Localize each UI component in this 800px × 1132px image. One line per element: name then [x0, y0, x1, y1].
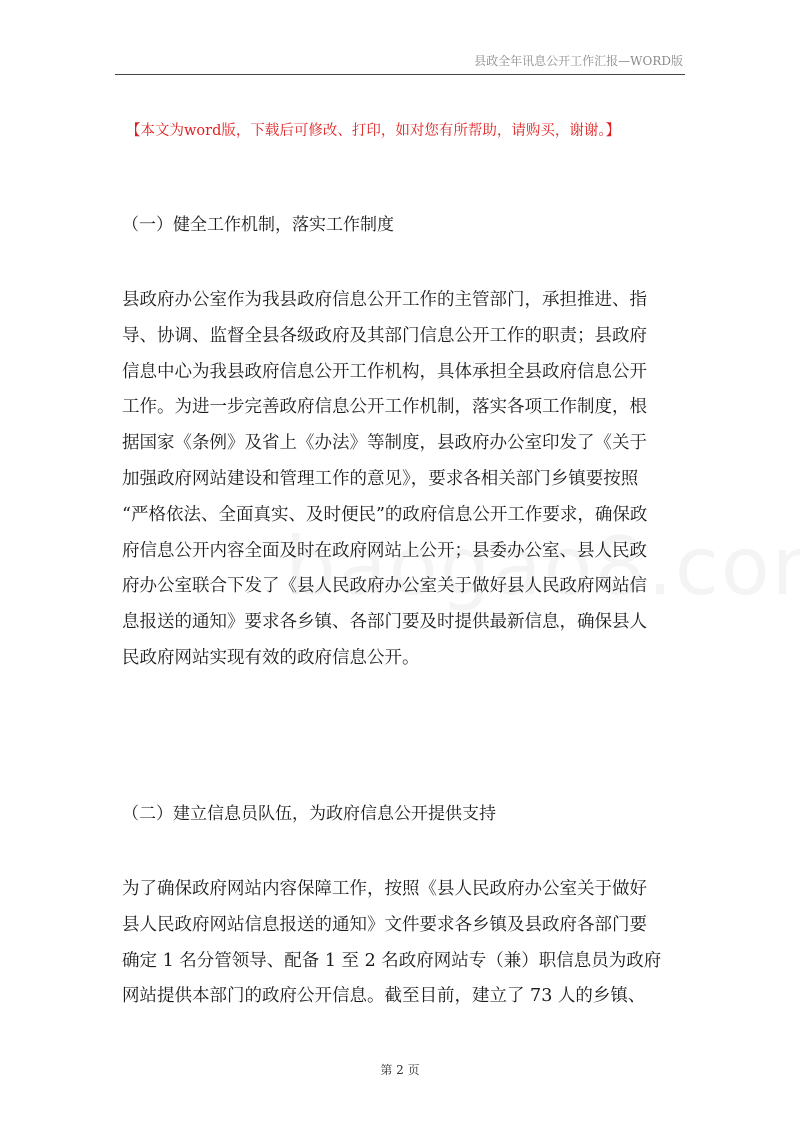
- paragraph-line: 息报送的通知》要求各乡镇、各部门要及时提供最新信息，确保县人: [122, 612, 647, 633]
- paragraph-line: 加强政府网站建设和管理工作的意见》，要求各相关部门乡镇要按照: [122, 468, 639, 489]
- header-divider: [115, 74, 685, 75]
- paragraph-line: 民政府网站实现有效的政府信息公开。: [122, 647, 420, 668]
- document-header-title: 县政全年讯息公开工作汇报—WORD版: [474, 54, 683, 68]
- paragraph-line: 导、协调、监督全县各级政府及其部门信息公开工作的职责；县政府: [122, 325, 647, 346]
- section-2-paragraph: [122, 872, 684, 1015]
- paragraph-line: 确定 1 名分管领导、配备 1 至 2 名政府网站专（兼）职信息员为政府: [122, 950, 662, 971]
- section-1-paragraph: [122, 283, 684, 677]
- paragraph-line: 网站提供本部门的政府公开信息。截至目前，建立了 73 人的乡镇、: [122, 986, 646, 1007]
- paragraph-line: 工作。为进一步完善政府信息公开工作机制，落实各项工作制度，根: [122, 397, 647, 418]
- site-watermark: [285, 520, 800, 613]
- paragraph-line: “严格依法、全面真实、及时便民”的政府信息公开工作要求，确保政: [122, 504, 648, 525]
- section-heading-1: （一）健全工作机制，落实工作制度: [122, 215, 394, 235]
- paragraph-line: 县政府办公室作为我县政府信息公开工作的主管部门，承担推进、指: [122, 290, 647, 310]
- purchase-notice: 【本文为word版，下载后可修改、打印，如对您有所帮助，请购买，谢谢。】: [126, 123, 621, 139]
- paragraph-line: 据国家《条例》及省上《办法》等制度，县政府办公室印发了《关于: [122, 433, 647, 454]
- paragraph-line: 府办公室联合下发了《县人民政府办公室关于做好县人民政府网站信: [122, 576, 647, 597]
- paragraph-line: 信息中心为我县政府信息公开工作机构，具体承担全县政府信息公开: [122, 361, 647, 382]
- section-heading-2: （二）建立信息员队伍，为政府信息公开提供支持: [122, 804, 496, 824]
- page-number: 第 2 页: [380, 1063, 420, 1077]
- paragraph-line: 府信息公开内容全面及时在政府网站上公开；县委办公室、县人民政: [122, 540, 647, 561]
- paragraph-line: 为了确保政府网站内容保障工作，按照《县人民政府办公室关于做好: [122, 879, 647, 899]
- paragraph-line: 县人民政府网站信息报送的通知》文件要求各乡镇及县政府各部门要: [122, 914, 647, 935]
